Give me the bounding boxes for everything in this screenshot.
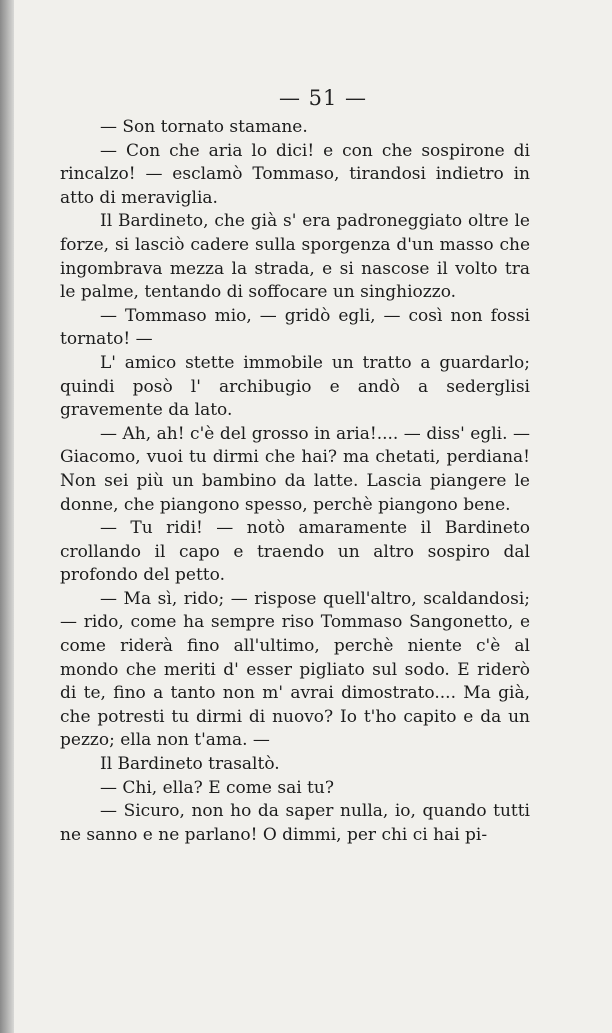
paragraph: — Tommaso mio, — gridò egli, — così non fossi tornato! — — [60, 305, 530, 350]
paragraph: — Tu ridi! — notò amaramente il Bardineto crollando il capo e traendo un altro sospiro dal profondo del petto. — [60, 518, 530, 586]
paragraph: — Sicuro, non ho da saper nulla, io, quando tutti ne sanno e ne parlano! O dimmi, per chi ci hai pi- — [60, 801, 530, 845]
paragraph: — Ah, ah! c'è del grosso in aria!.... — diss' egli. — Giacomo, vuoi tu dirmi che hai? ma chetati, perdiana! Non sei più un bambino da latte. Lascia piangere le donne, che piangono spesso, perchè piangono bene. — [60, 423, 530, 515]
paragraph: Il Bardineto, che già s' era padroneggiato oltre le forze, si lasciò cadere sulla sporgenza d'un masso che ingombrava mezza la strada, e si nascose il volto tra le palme, tentando di soffocare un singhiozzo. — [60, 211, 530, 303]
book-page — [14, 0, 612, 1033]
paragraph: L' amico stette immobile un tratto a guardarlo; quindi posò l' archibugio e andò a sederglisi gravemente da lato. — [60, 352, 530, 421]
body-text — [60, 116, 530, 847]
page-number: — 51 — — [278, 86, 368, 110]
paragraph: — Con che aria lo dici! e con che sospirone di rincalzo! — esclamò Tommaso, tirandosi indietro in atto di meraviglia. — [60, 140, 530, 208]
page-edge-shadow — [0, 0, 14, 1033]
paragraph: — Son tornato stamane. — [100, 117, 308, 137]
paragraph: Il Bardineto trasaltò. — [100, 754, 280, 775]
paragraph: — Ma sì, rido; — rispose quell'altro, scaldandosi; — rido, come ha sempre riso Tommaso Sangonetto, e come riderà fino all'ultimo, perchè niente c'è al mondo che meriti d' esser pigliato sul sodo. E riderò di te, fino a tanto non m' avrai dimostrato.... Ma già, che potresti tu dirmi di nuovo? Io t'ho capito e da un pezzo; ella non t'ama. — — [60, 588, 530, 751]
paragraph: — Chi, ella? E come sai tu? — [100, 777, 334, 798]
